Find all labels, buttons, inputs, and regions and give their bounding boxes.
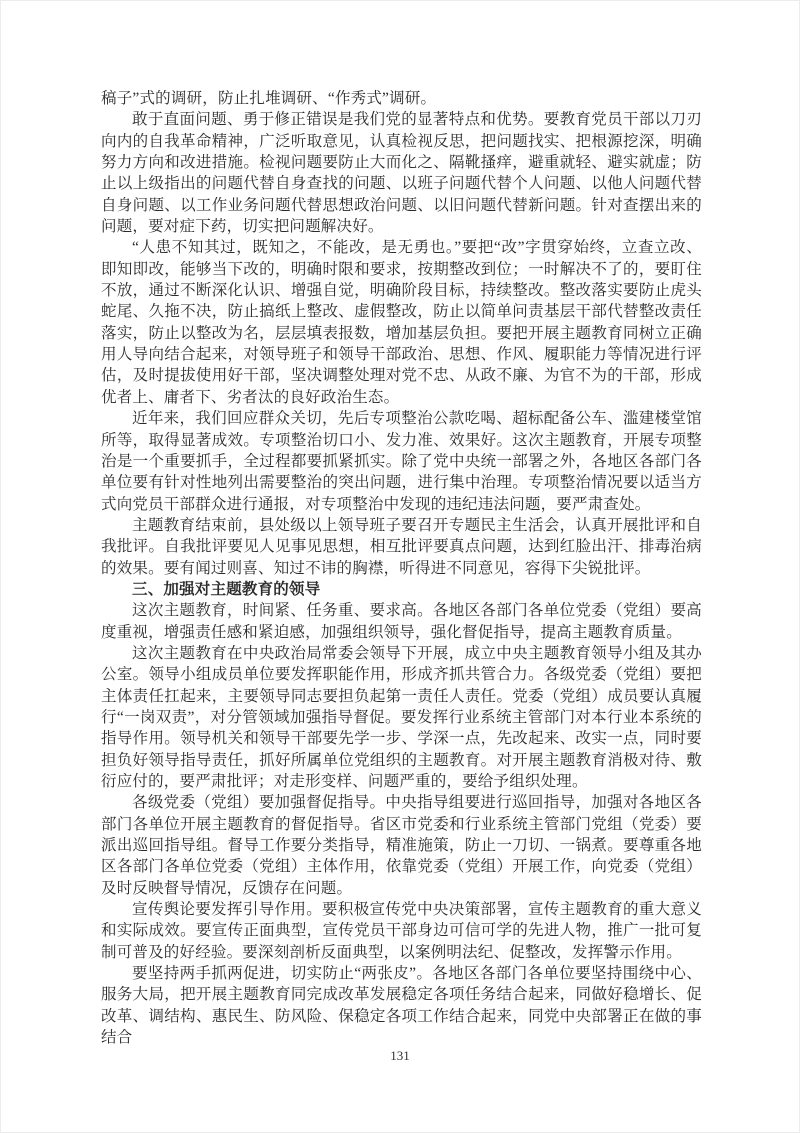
- paragraph-continuation: 稿子”式的调研，防止扎堆调研、“作秀式”调研。: [101, 90, 437, 107]
- paragraph: 近年来，我们回应群众关切，先后专项整治公款吃喝、超标配备公车、滥建楼堂馆所等，取得显著成效。专项整治切口小、发力准、效果好。这次主题教育，开展专项整治是一个重要抓手，全过程都要抓紧抓实。除了党中央统一部署之外，各地区各部门各单位要有针对性地列出需要整治的突出问题，进行集中治理。专项整治情况要以适当方式向党员干部群众进行通报，对专项整治中发现的违纪违法问题，要严肃查处。: [101, 410, 702, 513]
- paragraph: 各级党委（党组）要加强督促指导。中央指导组要进行巡回指导，加强对各地区各部门各单位开展主题教育的督促指导。省区市党委和行业系统主管部门党组（党委）要派出巡回指导组。督导工作要分类指导，精准施策，防止一刀切、一锅煮。要尊重各地区各部门各单位党委（党组）主体作用，依靠党委（党组）开展工作，向党委（党组）及时反映督导情况，反馈存在问题。: [101, 794, 702, 897]
- paragraph: 这次主题教育，时间紧、任务重、要求高。各地区各部门各单位党委（党组）要高度重视，增强责任感和紧迫感，加强组织领导，强化督促指导，提高主题教育质量。: [101, 602, 702, 641]
- section-heading: 三、加强对主题教育的领导: [132, 580, 321, 598]
- page-footer: [1, 1047, 799, 1065]
- document-body: [101, 88, 702, 1048]
- paragraph: 这次主题教育在中央政治局常委会领导下开展，成立中央主题教育领导小组及其办公室。领导小组成员单位要发挥职能作用，形成齐抓共管合力。各级党委（党组）要把主体责任扛起来，主要领导同志要担负起第一责任人责任。党委（党组）成员要认真履行“一岗双责”，对分管领域加强指导督促。要发挥行业系统主管部门对本行业本系统的指导作用。领导机关和领导干部要先学一步、学深一点，先改起来、改实一点，同时要担负好领导指导责任，抓好所属单位党组织的主题教育。对开展主题教育消极对待、敷衍应付的，要严肃批评；对走形变样、问题严重的，要给予组织处理。: [101, 644, 702, 790]
- paragraph: 主题教育结束前，县处级以上领导班子要召开专题民主生活会，认真开展批评和自我批评。自我批评要见人见事见思想，相互批评要真点问题，达到红脸出汗、排毒治病的效果。要有闻过则喜、知过不讳的胸襟，听得进不同意见，容得下尖锐批评。: [101, 516, 702, 577]
- page-number: 131: [390, 1048, 410, 1063]
- paragraph: “人患不知其过，既知之，不能改，是无勇也。”要把“改”字贯穿始终，立查立改、即知即改，能够当下改的，明确时限和要求，按期整改到位；一时解决不了的，要盯住不放，通过不断深化认识、增强自觉，明确阶段目标，持续整改。整改落实要防止虎头蛇尾、久拖不决，防止搞纸上整改、虚假整改，防止以简单问责基层干部代替整改责任落实，防止以整改为名，层层填表报数，增加基层负担。要把开展主题教育同树立正确用人导向结合起来，对领导班子和领导干部政治、思想、作风、履职能力等情况进行评估，及时提拔使用好干部，坚决调整处理对党不忠、从政不廉、为官不为的干部，形成优者上、庸者下、劣者汰的良好政治生态。: [101, 239, 702, 406]
- paragraph: 要坚持两手抓两促进，切实防止“两张皮”。各地区各部门各单位要坚持围绕中心、服务大局，把开展主题教育同完成改革发展稳定各项任务结合起来，同做好稳增长、促改革、调结构、惠民生、防风险、保稳定各项工作结合起来，同党中央部署正在做的事结合: [101, 965, 702, 1047]
- paragraph: 宣传舆论要发挥引导作用。要积极宣传党中央决策部署，宣传主题教育的重大意义和实际成效。要宣传正面典型，宣传党员干部身边可信可学的先进人物，推广一批可复制可普及的好经验。要深刻剖析反面典型，以案例明法纪、促整改，发挥警示作用。: [101, 901, 702, 961]
- paragraph: 敢于直面问题、勇于修正错误是我们党的显著特点和优势。要教育党员干部以刀刃向内的自我革命精神，广泛听取意见，认真检视反思，把问题找实、把根源挖深，明确努力方向和改进措施。检视问题要防止大而化之、隔靴搔痒，避重就轻、避实就虚；防止以上级指出的问题代替自身查找的问题、以班子问题代替个人问题、以他人问题代替自身问题、以工作业务问题代替思想政治问题、以旧问题代替新问题。针对查摆出来的问题，要对症下药，切实把问题解决好。: [101, 111, 702, 236]
